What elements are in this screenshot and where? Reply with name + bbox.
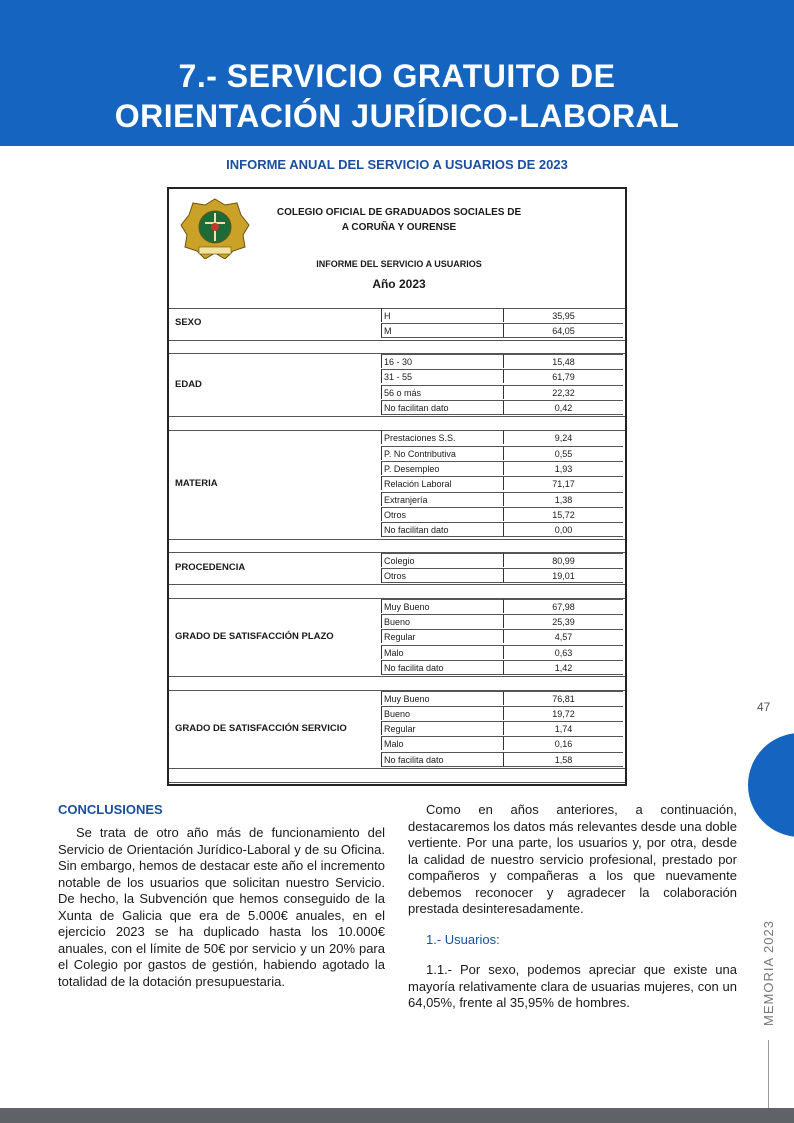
row-label: No facilitan dato [381,522,503,537]
table-row [169,691,625,706]
row-value: 35,95 [503,308,623,322]
row-value: 61,79 [503,369,623,383]
table-divider [169,676,625,677]
row-label: P. Desempleo [381,461,503,475]
row-label: Malo [381,736,503,750]
report-table [167,187,627,786]
table-row [169,660,625,675]
org-name-line1: COLEGIO OFICIAL DE GRADUADOS SOCIALES DE [276,207,522,218]
row-value: 0,00 [503,522,623,537]
table-row [169,645,625,660]
row-value: 15,48 [503,354,623,368]
row-label: 16 - 30 [381,354,503,368]
row-label: Muy Bueno [381,599,503,613]
row-label: Prestaciones S.S. [381,430,503,444]
page-title-line1: 7.- SERVICIO GRATUITO DE [178,58,616,94]
row-label: Colegio [381,553,503,567]
row-value: 15,72 [503,507,623,521]
conclusions-heading: CONCLUSIONES [58,802,163,817]
section-category: SEXO [175,317,202,329]
row-label: Muy Bueno [381,691,503,705]
row-value: 0,42 [503,400,623,415]
page-number: 47 [757,700,771,714]
row-value: 1,58 [503,752,623,767]
row-value: 0,16 [503,736,623,750]
row-value: 0,55 [503,446,623,460]
row-label: Otros [381,507,503,521]
row-value: 1,74 [503,721,623,735]
table-divider [169,340,625,341]
table-row [169,400,625,415]
conclusions-paragraph-1: Se trata de otro año más de funcionamiento del Servicio de Orientación Jurídico-Laboral y de su Oficina. Sin embargo, hemos de destacar este año el incremento notable de los usuarios que solicitan nuestro Servicio. De hecho, la Subvención que hemos conseguido de la Xunta de Galicia que era de 5.000€ anuales, en el ejercicio 2023 se ha duplicado hasta los 10.000€ anuales, con el límite de 50€ por servicio y un 20% para el Colegio por gastos de gestión, habiendo agotado la totalidad de la dotación presupuestaria. [58,825,385,989]
report-subtitle: INFORME ANUAL DEL SERVICIO A USUARIOS DE 2023 [226,157,568,172]
org-name-line2: A CORUÑA Y OURENSE [341,222,457,233]
row-value: 22,32 [503,385,623,399]
row-value: 71,17 [503,476,623,490]
row-label: No facilita dato [381,660,503,675]
row-value: 1,38 [503,492,623,506]
table-row [169,354,625,369]
right-column [408,802,737,1012]
row-value: 1,42 [503,660,623,675]
table-row [169,736,625,751]
college-seal-icon [179,197,251,259]
row-value: 76,81 [503,691,623,705]
table-divider [169,768,625,769]
section-category: PROCEDENCIA [175,562,246,574]
conclusions-paragraph-3: 1.1.- Por sexo, podemos apreciar que existe una mayoría relativamente clara de usuarias mujeres, con un 64,05%, frente al 35,95% de hombres. [408,962,737,1010]
left-column [58,825,385,990]
section-category: MATERIA [175,477,218,489]
table-row [169,446,625,461]
side-divider [768,1040,769,1108]
row-value: 80,99 [503,553,623,567]
table-row [169,614,625,629]
row-value: 19,01 [503,568,623,583]
table-divider [169,782,625,783]
row-label: H [381,308,503,322]
row-label: P. No Contributiva [381,446,503,460]
row-value: 25,39 [503,614,623,628]
row-label: Relación Laboral [381,476,503,490]
side-label: MEMORIA 2023 [761,920,776,1026]
section-category: GRADO DE SATISFACCIÓN SERVICIO [175,722,347,734]
row-value: 19,72 [503,706,623,720]
row-value: 64,05 [503,323,623,338]
table-row [169,461,625,476]
row-label: 31 - 55 [381,369,503,383]
page-header [0,0,794,146]
row-value: 4,57 [503,629,623,643]
table-row [169,599,625,614]
row-label: Extranjería [381,492,503,506]
row-value: 1,93 [503,461,623,475]
table-divider [169,539,625,540]
row-label: No facilitan dato [381,400,503,415]
table-row [169,492,625,507]
section-category: GRADO DE SATISFACCIÓN PLAZO [175,630,334,642]
table-row [169,752,625,767]
page-title-line2: ORIENTACIÓN JURÍDICO-LABORAL [114,98,680,134]
row-label: Malo [381,645,503,659]
row-label: Regular [381,629,503,643]
report-year: Año 2023 [372,277,426,291]
row-value: 9,24 [503,430,623,444]
table-divider [169,584,625,585]
row-label: Bueno [381,706,503,720]
section-title-usuarios: 1.- Usuarios: [426,931,500,947]
row-value: 0,63 [503,645,623,659]
row-value: 67,98 [503,599,623,613]
decorative-circle [748,733,794,837]
table-row [169,522,625,537]
row-label: Bueno [381,614,503,628]
table-row [169,430,625,445]
report-title: INFORME DEL SERVICIO A USUARIOS [316,259,482,269]
conclusions-paragraph-2: Como en años anteriores, a continuación, destacaremos los datos más relevantes desde una doble vertiente. Por una parte, los usuarios y, por otra, desde la calidad de nuestro servicio profesional, prestado por compañeros y compañeras a los que nuevamente debemos reconocer y agradecer la colaboración prestada desinteresadamente. [408,802,737,916]
row-label: Otros [381,568,503,583]
row-label: Regular [381,721,503,735]
table-divider [169,416,625,417]
row-label: M [381,323,503,338]
row-label: 56 o más [381,385,503,399]
table-row [169,507,625,522]
section-category: EDAD [175,378,202,390]
row-label: No facilita dato [381,752,503,767]
table-row [169,706,625,721]
footer-bar [0,1108,794,1123]
